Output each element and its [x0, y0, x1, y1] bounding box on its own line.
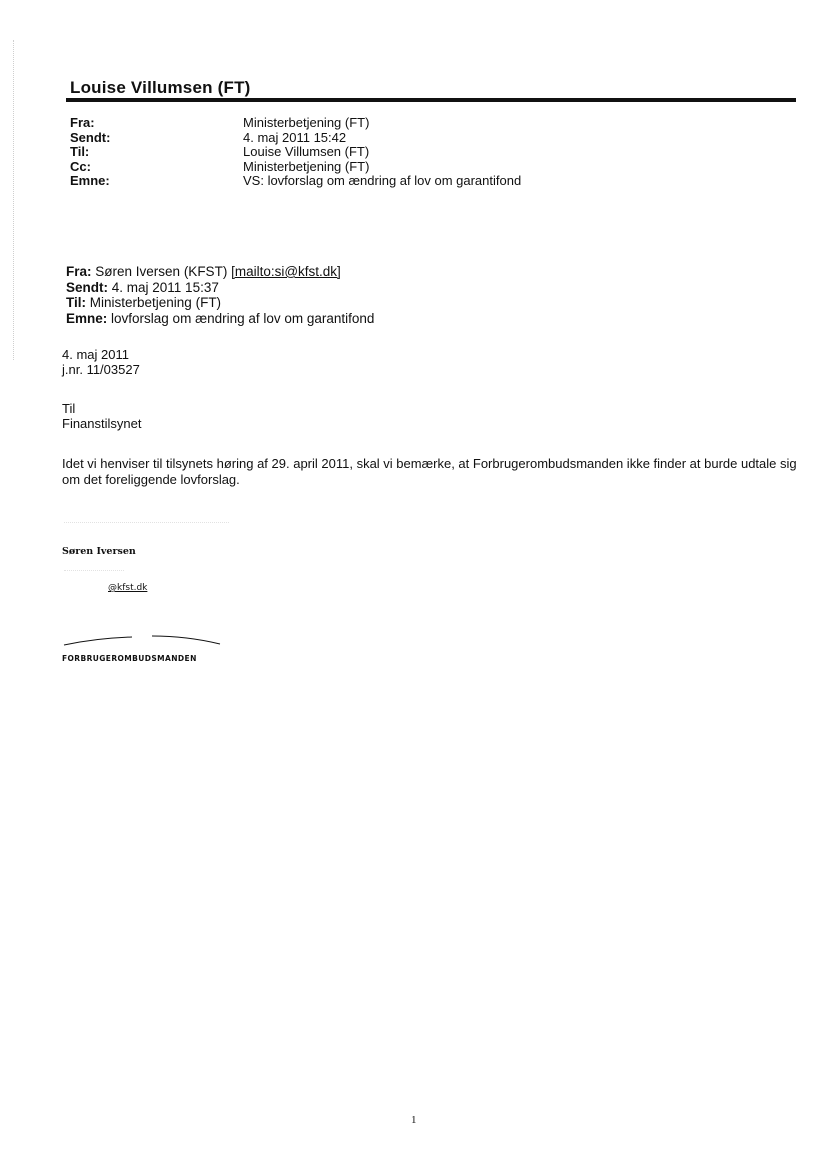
orig-from-line [66, 264, 374, 280]
header-value: Ministerbetjening (FT) [243, 115, 370, 130]
header-row-subject [70, 174, 521, 189]
orig-sent-value: 4. maj 2011 15:37 [111, 279, 219, 295]
orig-to-line [66, 295, 374, 311]
forward-header [70, 116, 521, 189]
orig-to-value: Ministerbetjening (FT) [89, 295, 222, 310]
scan-noise [64, 570, 124, 571]
scan-margin-artifact [13, 40, 15, 360]
header-row-cc [70, 160, 521, 175]
header-label: Fra: [70, 115, 95, 130]
organization-logo-text: FORBRUGEROMBUDSMANDEN [62, 654, 197, 663]
mailbox-owner-name: Louise Villumsen (FT) [70, 78, 251, 97]
header-label: Cc: [70, 158, 91, 174]
header-rule [66, 98, 796, 102]
page-number: 1 [411, 1114, 417, 1126]
header-value: VS: lovforslag om ændring af lov om garantifond [243, 173, 522, 188]
header-label: Sendt: [70, 129, 111, 145]
header-row-sent [70, 131, 521, 146]
original-message-header [66, 264, 374, 326]
orig-subject-value: lovforslag om ændring af lov om garantifond [111, 310, 375, 326]
mailto-link[interactable]: [mailto:si@kfst.dk] [231, 264, 341, 279]
header-row-to [70, 145, 521, 160]
header-row-from [70, 116, 521, 131]
header-value: Louise Villumsen (FT) [243, 144, 370, 159]
letter-meta [62, 347, 140, 377]
letter-recipient [62, 401, 141, 431]
orig-from-value: Søren Iversen (KFST) [95, 264, 228, 279]
letter-date: 4. maj 2011 [62, 347, 129, 362]
orig-subject-line [66, 311, 374, 327]
signer-name: Søren Iversen [62, 546, 136, 557]
orig-subject-label: Emne: [66, 310, 108, 326]
orig-from-label: Fra: [66, 264, 92, 279]
letter-body: Idet vi henviser til tilsynets høring af 29. april 2011, skal vi bemærke, at Forbrugerombudsmanden ikke finder at burde udtale sig om det foreliggende lovforslag. [62, 456, 797, 487]
orig-sent-label: Sendt: [66, 279, 108, 295]
scan-noise [64, 522, 229, 523]
recipient-line: Til [62, 401, 76, 416]
header-label: Emne: [70, 173, 110, 188]
header-label: Til: [70, 144, 90, 159]
orig-sent-line [66, 280, 374, 296]
header-value: Ministerbetjening (FT) [243, 158, 370, 174]
logo-swoosh-icon [62, 634, 222, 648]
recipient-name: Finanstilsynet [62, 416, 142, 431]
header-value: 4. maj 2011 15:42 [243, 129, 347, 145]
signer-email-link[interactable]: @kfst.dk [108, 583, 148, 593]
journal-number: j.nr. 11/03527 [62, 362, 140, 377]
orig-to-label: Til: [66, 295, 86, 310]
